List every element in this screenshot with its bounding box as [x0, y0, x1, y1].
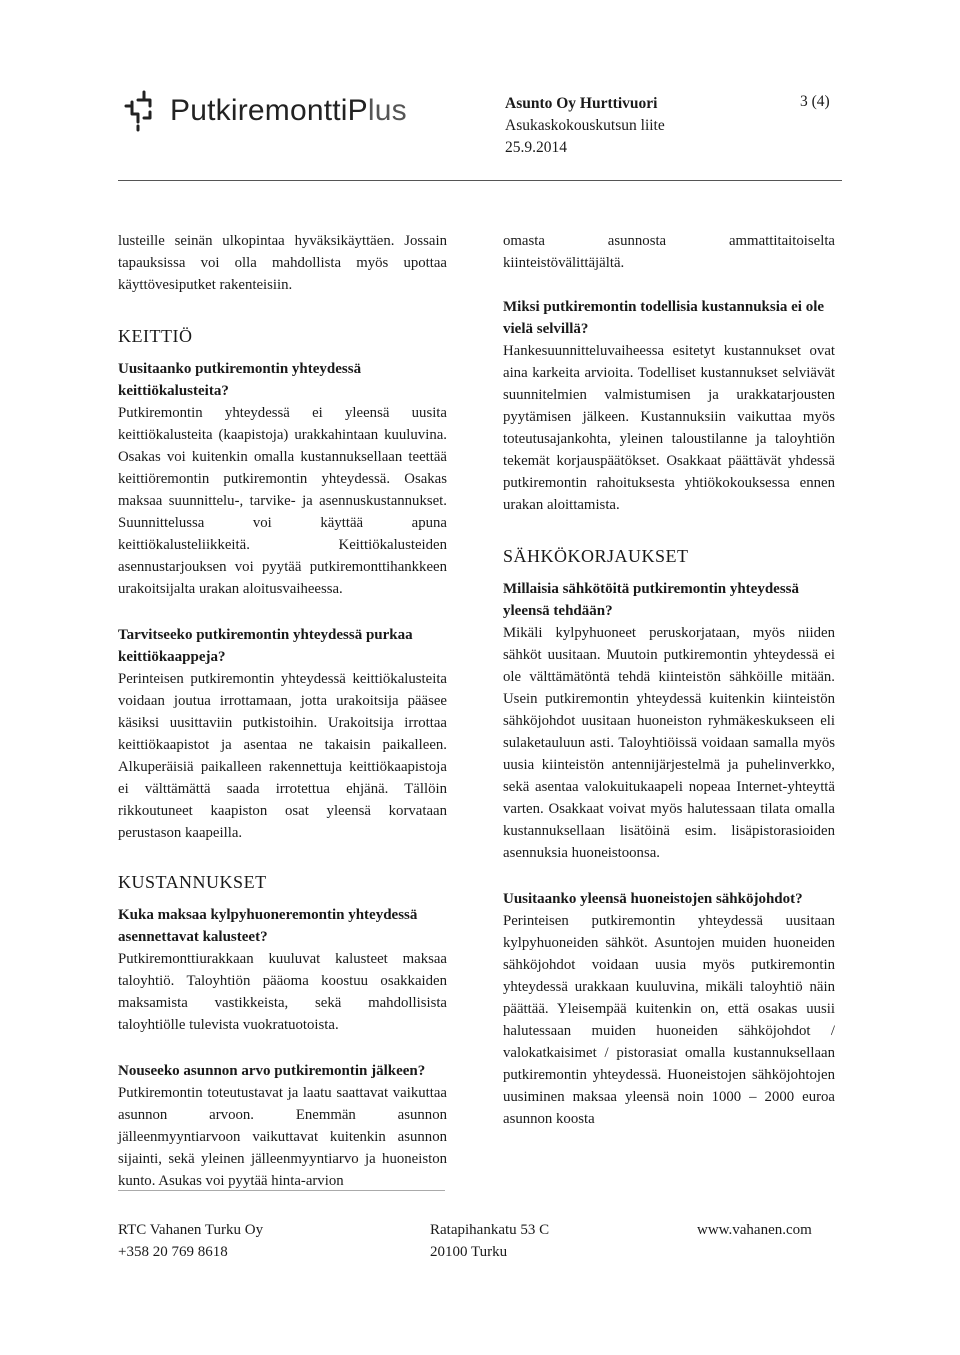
question-heading: Miksi putkiremontin todellisia kustannuksia ei ole vielä selvillä?	[503, 299, 825, 337]
footer-street: Ratapihankatu 53 C	[430, 1222, 550, 1238]
company-logo	[118, 88, 407, 134]
footer-company: RTC Vahanen Turku Oy	[118, 1222, 264, 1238]
answer-paragraph: Putkiremontin yhteydessä ei yleensä uusita keittiökalusteita (kaapistoja) urakkahintaan kuuluvina. Osakas voi kuitenkin omalla kustannuksellaan teettää keittiöremontin putkiremontin yhteydessä. Osakas maksaa suunnittelu-, tarvike- ja asennuskustannukset. Suunnittelussa voi käyttää apuna keittiökalusteliikkeitä. Keittiökalusteiden asennustarjouksen voi pyytää putkiremonttihankkeen urakoitsijalta urakan aloitusvaiheessa.	[118, 405, 447, 597]
document-header	[505, 93, 665, 159]
right-column	[503, 230, 835, 1130]
left-column	[118, 230, 447, 1192]
logo-wordmark: PutkiremonttiPlus	[170, 94, 407, 127]
section-heading-sahkokorjaukset: SÄHKÖKORJAUKSET	[503, 546, 689, 566]
answer-paragraph: Perinteisen putkiremontin yhteydessä keittiökalusteita voidaan joutua irrottamaan, jotta urakoitsija pääsee käsiksi uusittaviin putkistoihin. Urakoitsija irrottaa keittiökaapistot ja asentaa ne takaisin paikalleen. Alkuperäisiä paikalleen rakennettuja keittiökaapistoja ei välttämättä saada irrotettua ehjänä. Tällöin rikkoutuneet kaapiston osat yleensä korvataan perustason kaapeilla.	[118, 671, 447, 841]
answer-paragraph: Putkiremontin toteutustavat ja laatu saattavat vaikuttaa asunnon arvoon. Enemmän asunnon jälleenmyyntiarvoon vaikuttavat kuitenkin asunnon sijainti, sekä yleinen jälleenmyyntiarvo ja huoneiston kunto. Asukas voi pyytää hinta-arvion	[118, 1085, 447, 1189]
footer-website: www.vahanen.com	[697, 1222, 812, 1238]
question-heading: Uusitaanko putkiremontin yhteydessä keittiökalusteita?	[118, 361, 362, 399]
answer-paragraph: Putkiremonttiurakkaan kuuluvat kalusteet maksaa taloyhtiö. Taloyhtiön pääoma koostuu osakkaiden maksamista vastikkeista, sekä mahdollisista taloyhtiölle tulevista vuokratuotoista.	[118, 951, 447, 1033]
footer-phone: +358 20 769 8618	[118, 1244, 228, 1260]
footer-company-block	[118, 1219, 263, 1263]
question-heading: Uusitaanko yleensä huoneistojen sähköjohdot?	[503, 891, 803, 907]
header-doc-title: Asukaskokouskutsun liite	[505, 117, 665, 134]
question-heading: Nouseeko asunnon arvo putkiremontin jälkeen?	[118, 1063, 426, 1079]
page-number: 3 (4)	[800, 93, 830, 110]
header-company: Asunto Oy Hurttivuori	[505, 95, 658, 112]
section-heading-kustannukset: KUSTANNUKSET	[118, 872, 267, 892]
answer-paragraph: Mikäli kylpyhuoneet peruskorjataan, myös niiden sähköt uusitaan. Muutoin putkiremontin yhteydessä ei ole välttämätöntä tehdä kiinteistön sähköille mitään. Usein putkiremontin yhteydessä kuitenkin kiinteistön sähköjohdot uusitaan huoneiston ryhmäkeskukseen eli sulaketauluun asti. Taloyhtiöissä voidaan samalla myös uusia kiinteistön antennijärjestelmä ja puhelinverkko, sekä asentaa valokuitukaapeli nopeaa Internet-yhteyttä varten. Osakkaat voivat myös halutessaan tilata omalla kustannuksellaan lisätöinä esim. lisäpistorasioiden asennuksia huoneistoonsa.	[503, 625, 835, 861]
question-heading: Kuka maksaa kylpyhuoneremontin yhteydessä asennettavat kalusteet?	[118, 907, 418, 945]
answer-paragraph: Perinteisen putkiremontin yhteydessä uusitaan kylpyhuoneiden sähköt. Asuntojen muiden huoneiden sähköjohdot voidaan uusia myös putkiremontin yhteydessä urakkaan kuuluvina, mikäli taloyhtiö näin päättää. Yleisempää kuitenkin on, että osakas uusii halutessaan muiden huoneiden sähköjohdot / valokatkaisimet / pistorasiat omalla kustannuksellaan putkiremontin yhteydessä. Huoneistojen sähköjohtojen uusiminen maksaa yleensä noin 1000 – 2000 euroa asunnon koosta	[503, 913, 835, 1127]
answer-paragraph: Hankesuunnitteluvaiheessa esitetyt kustannukset ovat aina karkeita arvioita. Todelliset kustannukset selviävät suunnitelmien valmistumisen ja urakkatarjousten pyytämisen jälkeen. Kustannuksiin vaikuttaa myös toteutusajankohta, yleinen taloustilanne ja taloyhtiön tekemät korjauspäätökset. Osakkaat päättävät yhdessä putkiremontin rahoituksesta yhtiökokouksessa ennen urakan aloittamista.	[503, 343, 835, 513]
header-divider	[118, 180, 842, 181]
footer-city: 20100 Turku	[430, 1244, 508, 1260]
question-heading: Millaisia sähkötöitä putkiremontin yhteydessä yleensä tehdään?	[503, 581, 800, 619]
question-heading: Tarvitseeko putkiremontin yhteydessä purkaa keittiökaappeja?	[118, 627, 413, 665]
pipe-logo-icon	[118, 88, 164, 134]
section-heading-keittio: KEITTIÖ	[118, 326, 193, 346]
footer-divider	[118, 1190, 445, 1191]
footer-address-block	[430, 1219, 549, 1263]
footer-web-block	[697, 1219, 812, 1241]
header-date: 25.9.2014	[505, 139, 567, 156]
left-intro-paragraph: lusteille seinän ulkopintaa hyväksikäyttäen. Jossain tapauksissa voi olla mahdollista myös upottaa käyttövesiputket rakenteisiin.	[118, 233, 447, 293]
right-intro-paragraph: omasta asunnosta ammattitaitoiselta kiinteistövälittäjältä.	[503, 233, 835, 271]
